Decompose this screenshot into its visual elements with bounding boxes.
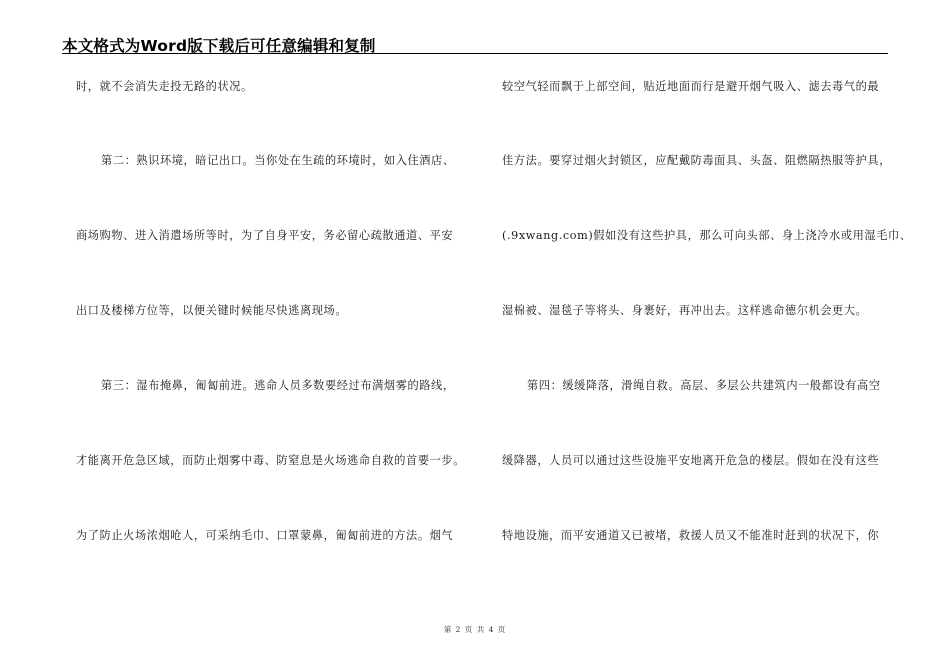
page-number-footer: 第 2 页 共 4 页: [443, 625, 507, 634]
text-line: 缓降器，人员可以通过这些设施平安地离开危急的楼层。假如在没有这些: [502, 454, 880, 467]
text-line: 才能离开危急区域，而防止烟雾中毒、防窒息是火场逃命自救的首要一步。: [76, 454, 465, 467]
text-line: 第四：缓缓降落，滑绳自救。高层、多层公共建筑内一般都设有高空: [527, 379, 881, 392]
text-line: 佳方法。要穿过烟火封锁区，应配戴防毒面具、头盔、阻燃隔热服等护具，: [502, 154, 891, 167]
text-line: 出口及楼梯方位等，以便关键时候能尽快逃离现场。: [76, 304, 348, 317]
header-divider: [62, 53, 888, 54]
text-line: 特地设施，而平安通道又已被堵，救援人员又不能准时赶到的状况下，你: [502, 529, 880, 542]
text-line: 时，就不会消失走投无路的状况。: [76, 80, 253, 93]
text-line: 为了防止火场浓烟呛人，可采纳毛巾、口罩蒙鼻，匍匐前进的方法。烟气: [76, 529, 454, 542]
text-line: 较空气轻而飘于上部空间，贴近地面而行是避开烟气吸入、滤去毒气的最: [502, 80, 880, 93]
text-line: (.9xwang.com)假如没有这些护具，那么可向头部、身上浇冷水或用湿毛巾、: [502, 229, 912, 242]
text-line: 商场购物、进入消遣场所等时，为了自身平安，务必留心疏散通道、平安: [76, 229, 454, 242]
text-line: 第二：熟识环境，暗记出口。当你处在生疏的环境时，如入住酒店、: [101, 154, 455, 167]
document-header-title: 本文格式为Word版下载后可任意编辑和复制: [62, 37, 376, 55]
text-line: 湿棉被、湿毯子等将头、身裹好，再冲出去。这样逃命德尔机会更大。: [502, 304, 868, 317]
text-line: 第三：湿布掩鼻，匍匐前进。逃命人员多数要经过布满烟雾的路线，: [101, 379, 455, 392]
